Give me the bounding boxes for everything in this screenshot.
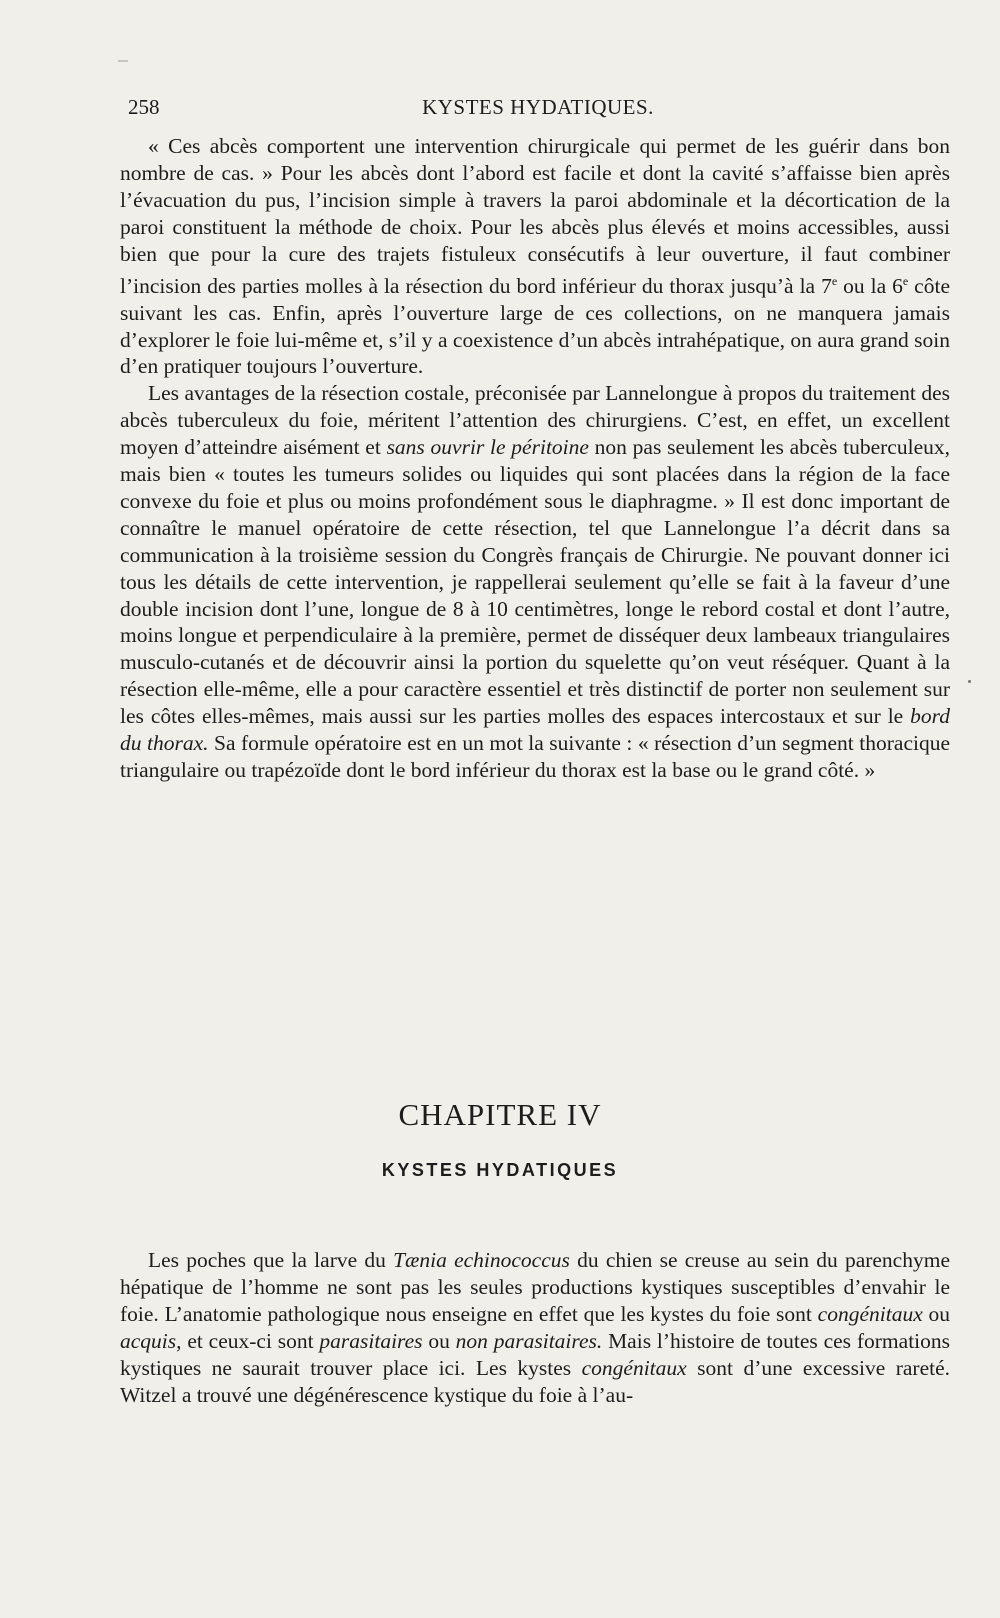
page-speck	[968, 680, 971, 683]
running-title: KYSTES HYDATIQUES.	[422, 95, 654, 119]
page-mark	[118, 60, 128, 62]
page-header	[128, 95, 948, 125]
chapter-heading: CHAPITRE IV	[398, 1097, 602, 1132]
chapter-subtitle: KYSTES HYDATIQUES	[381, 1160, 619, 1180]
page-number: 258	[128, 95, 160, 119]
text-block-bottom	[120, 1247, 950, 1408]
paragraph-2: Les avantages de la résection costale, préconisée par Lannelongue à propos du traitement des abcès tuberculeux du foie, méritent l’attention des chirurgiens. C’est, en effet, un excellent moyen d’atteindre aisément et sans ouvrir le péritoine non pas seulement les abcès tuberculeux, mais bien « toutes les tumeurs solides ou liquides qui sont placées dans la région de la face convexe du foie et plus ou moins profondément sous le diaphragme. » Il est donc important de connaître le manuel opératoire de cette résection, tel que Lannelongue l’a décrit dans sa communication à la troisième session du Congrès français de Chirurgie. Ne pouvant donner ici tous les détails de cette intervention, je rappellerai seulement qu’elle se fait à la faveur d’une double incision dont l’une, longue de 8 à 10 centimètres, longe le rebord costal et dont l’autre, moins longue et perpendiculaire à la première, permet de disséquer deux lambeaux triangulaires musculo-cutanés et de découvrir ainsi la portion du squelette qu’on veut réséquer. Quant à la résection elle-même, elle a pour caractère essentiel et très distinctif de porter non seulement sur les côtes elles-mêmes, mais aussi sur les parties molles des espaces intercostaux et sur le bord du thorax. Sa formule opératoire est en un mot la suivante : « résection d’un segment thoracique triangulaire ou trapézoïde dont le bord inférieur du thorax est la base ou le grand côté. »	[120, 381, 951, 782]
text-block-top	[120, 133, 950, 784]
paragraph-3: Les poches que la larve du Tænia echinococcus du chien se creuse au sein du parenchyme hépatique de l’homme ne sont pas les seules productions kystiques susceptibles d’envahir le foie. L’anatomie pathologique nous enseigne en effet que les kystes du foie sont congénitaux ou acquis, et ceux-ci sont parasitaires ou non parasitaires. Mais l’histoire de toutes ces formations kystiques ne saurait trouver place ici. Les kystes congénitaux sont d’une excessive rareté. Witzel a trouvé une dégénérescence kystique du foie à l’au-	[120, 1248, 951, 1407]
paragraph-1: « Ces abcès comportent une intervention chirurgicale qui permet de les guérir dans bon nombre de cas. » Pour les abcès dont l’abord est facile et dont la cavité s’affaisse bien après l’évacuation du pus, l’incision simple à travers la paroi abdominale et la décortication de la paroi constituent la méthode de choix. Pour les abcès plus élevés et moins accessibles, aussi bien que pour la cure des trajets fistuleux consécutifs à leur ouverture, il faut combiner l’incision des parties molles à la résection du bord inférieur du thorax jusqu’à la 7e ou la 6e côte suivant les cas. Enfin, après l’ouverture large de ces collections, on ne manquera jamais d’explorer le foie lui-même et, s’il y a coexistence d’un abcès intrahépatique, on aura grand soin d’en pratiquer toujours l’ouverture.	[120, 134, 950, 379]
